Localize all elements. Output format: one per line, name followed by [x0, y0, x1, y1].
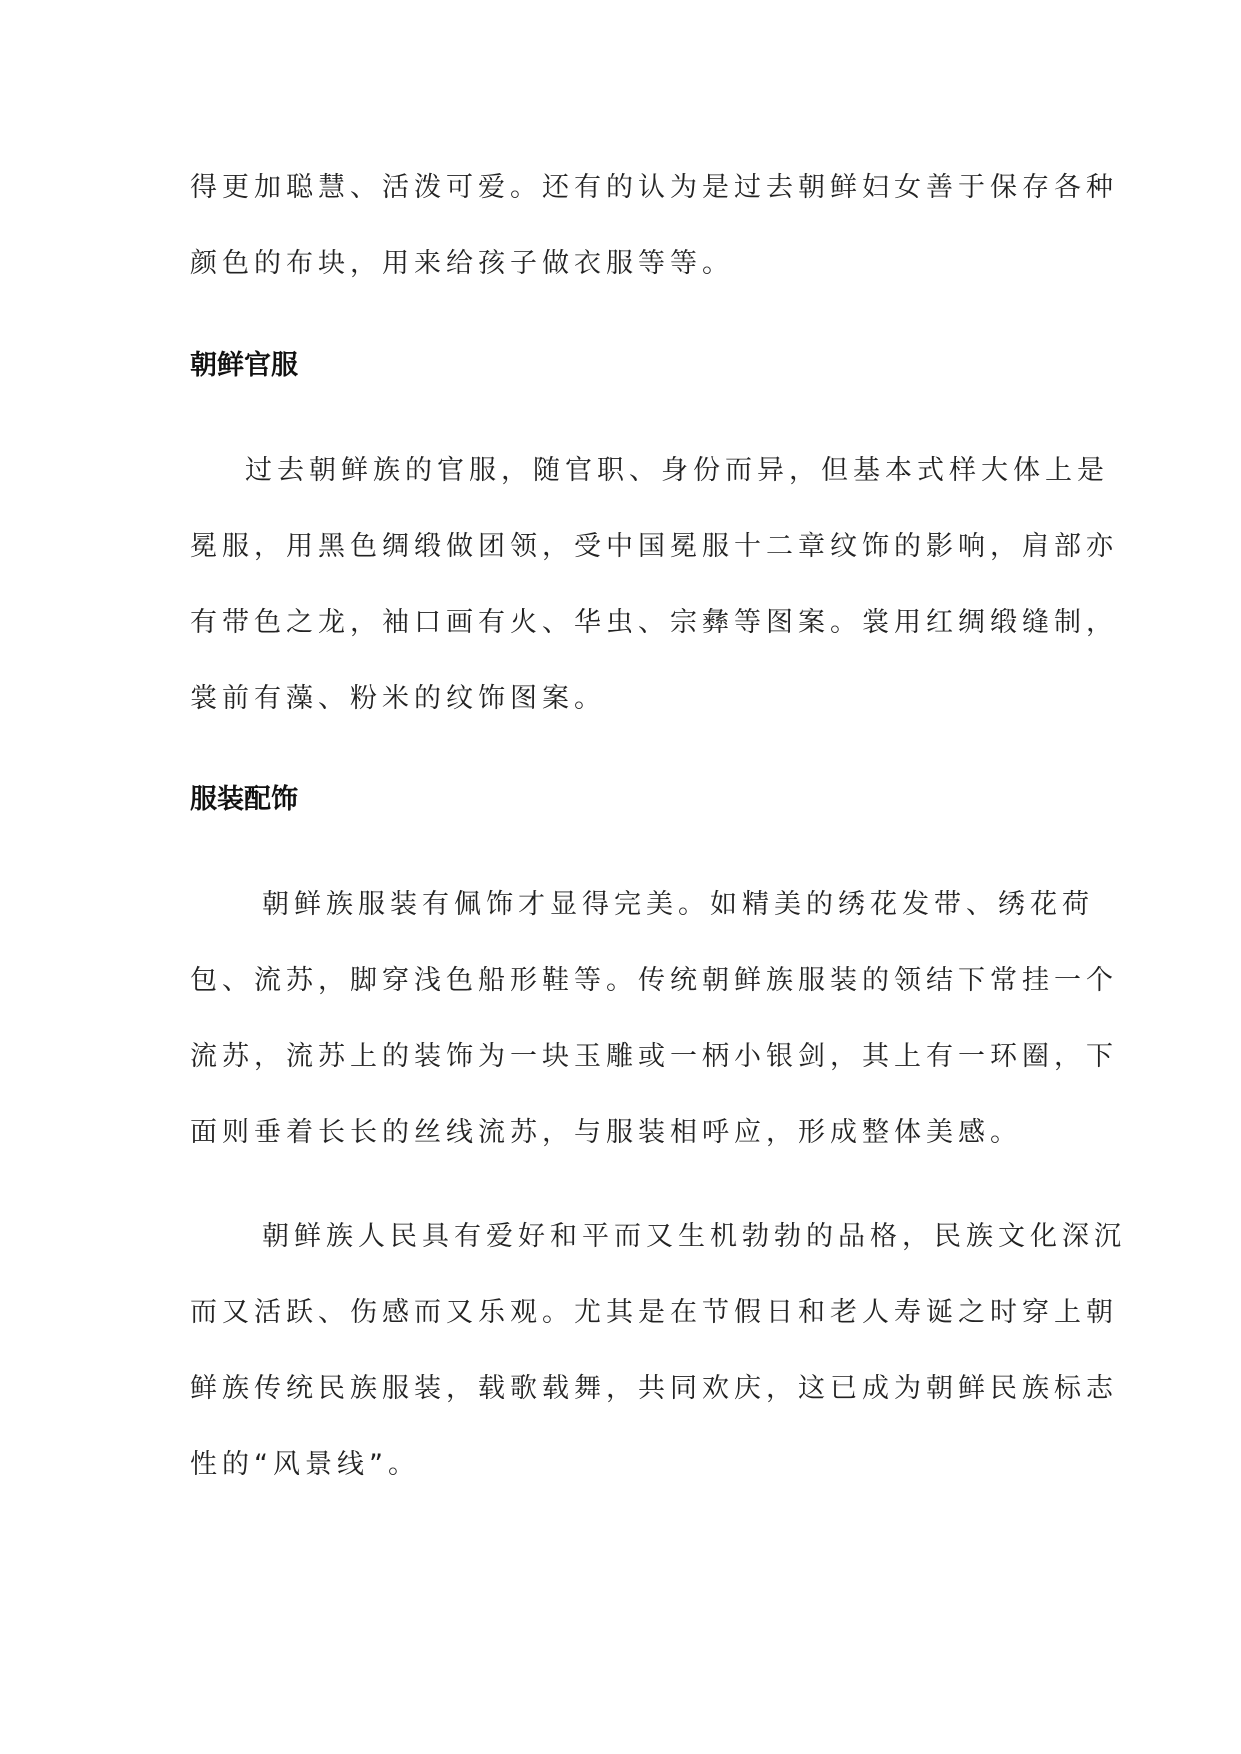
paragraph-line: 颜色的布块，用来给孩子做衣服等等。 [190, 248, 734, 279]
paragraph-line: 得更加聪慧、活泼可爱。还有的认为是过去朝鲜妇女善于保存各种 [190, 172, 1118, 203]
section-heading: 服装配饰 [190, 784, 298, 815]
paragraph-line: 有带色之龙，袖口画有火、华虫、宗彝等图案。裳用红绸缎缝制， [190, 607, 1118, 638]
paragraph-line: 面则垂着长长的丝线流苏，与服装相呼应，形成整体美感。 [190, 1117, 1022, 1148]
paragraph-line: 裳前有藻、粉米的纹饰图案。 [190, 683, 606, 714]
section-heading: 朝鲜官服 [190, 350, 298, 381]
paragraph-line: 冕服，用黑色绸缎做团领，受中国冕服十二章纹饰的影响，肩部亦 [190, 531, 1118, 562]
paragraph-line: 朝鲜族人民具有爱好和平而又生机勃勃的品格，民族文化深沉 [262, 1221, 1126, 1252]
paragraph-line: 鲜族传统民族服装，载歌载舞，共同欢庆，这已成为朝鲜民族标志 [190, 1373, 1118, 1404]
paragraph-line: 而又活跃、伤感而又乐观。尤其是在节假日和老人寿诞之时穿上朝 [190, 1297, 1118, 1328]
paragraph-line: 性的“风景线”。 [190, 1449, 420, 1480]
paragraph-line: 朝鲜族服装有佩饰才显得完美。如精美的绣花发带、绣花荷 [262, 889, 1094, 920]
paragraph-line: 过去朝鲜族的官服，随官职、身份而异，但基本式样大体上是 [245, 455, 1109, 486]
paragraph-line: 流苏，流苏上的装饰为一块玉雕或一柄小银剑，其上有一环圈，下 [190, 1041, 1118, 1072]
paragraph-line: 包、流苏，脚穿浅色船形鞋等。传统朝鲜族服装的领结下常挂一个 [190, 965, 1118, 996]
